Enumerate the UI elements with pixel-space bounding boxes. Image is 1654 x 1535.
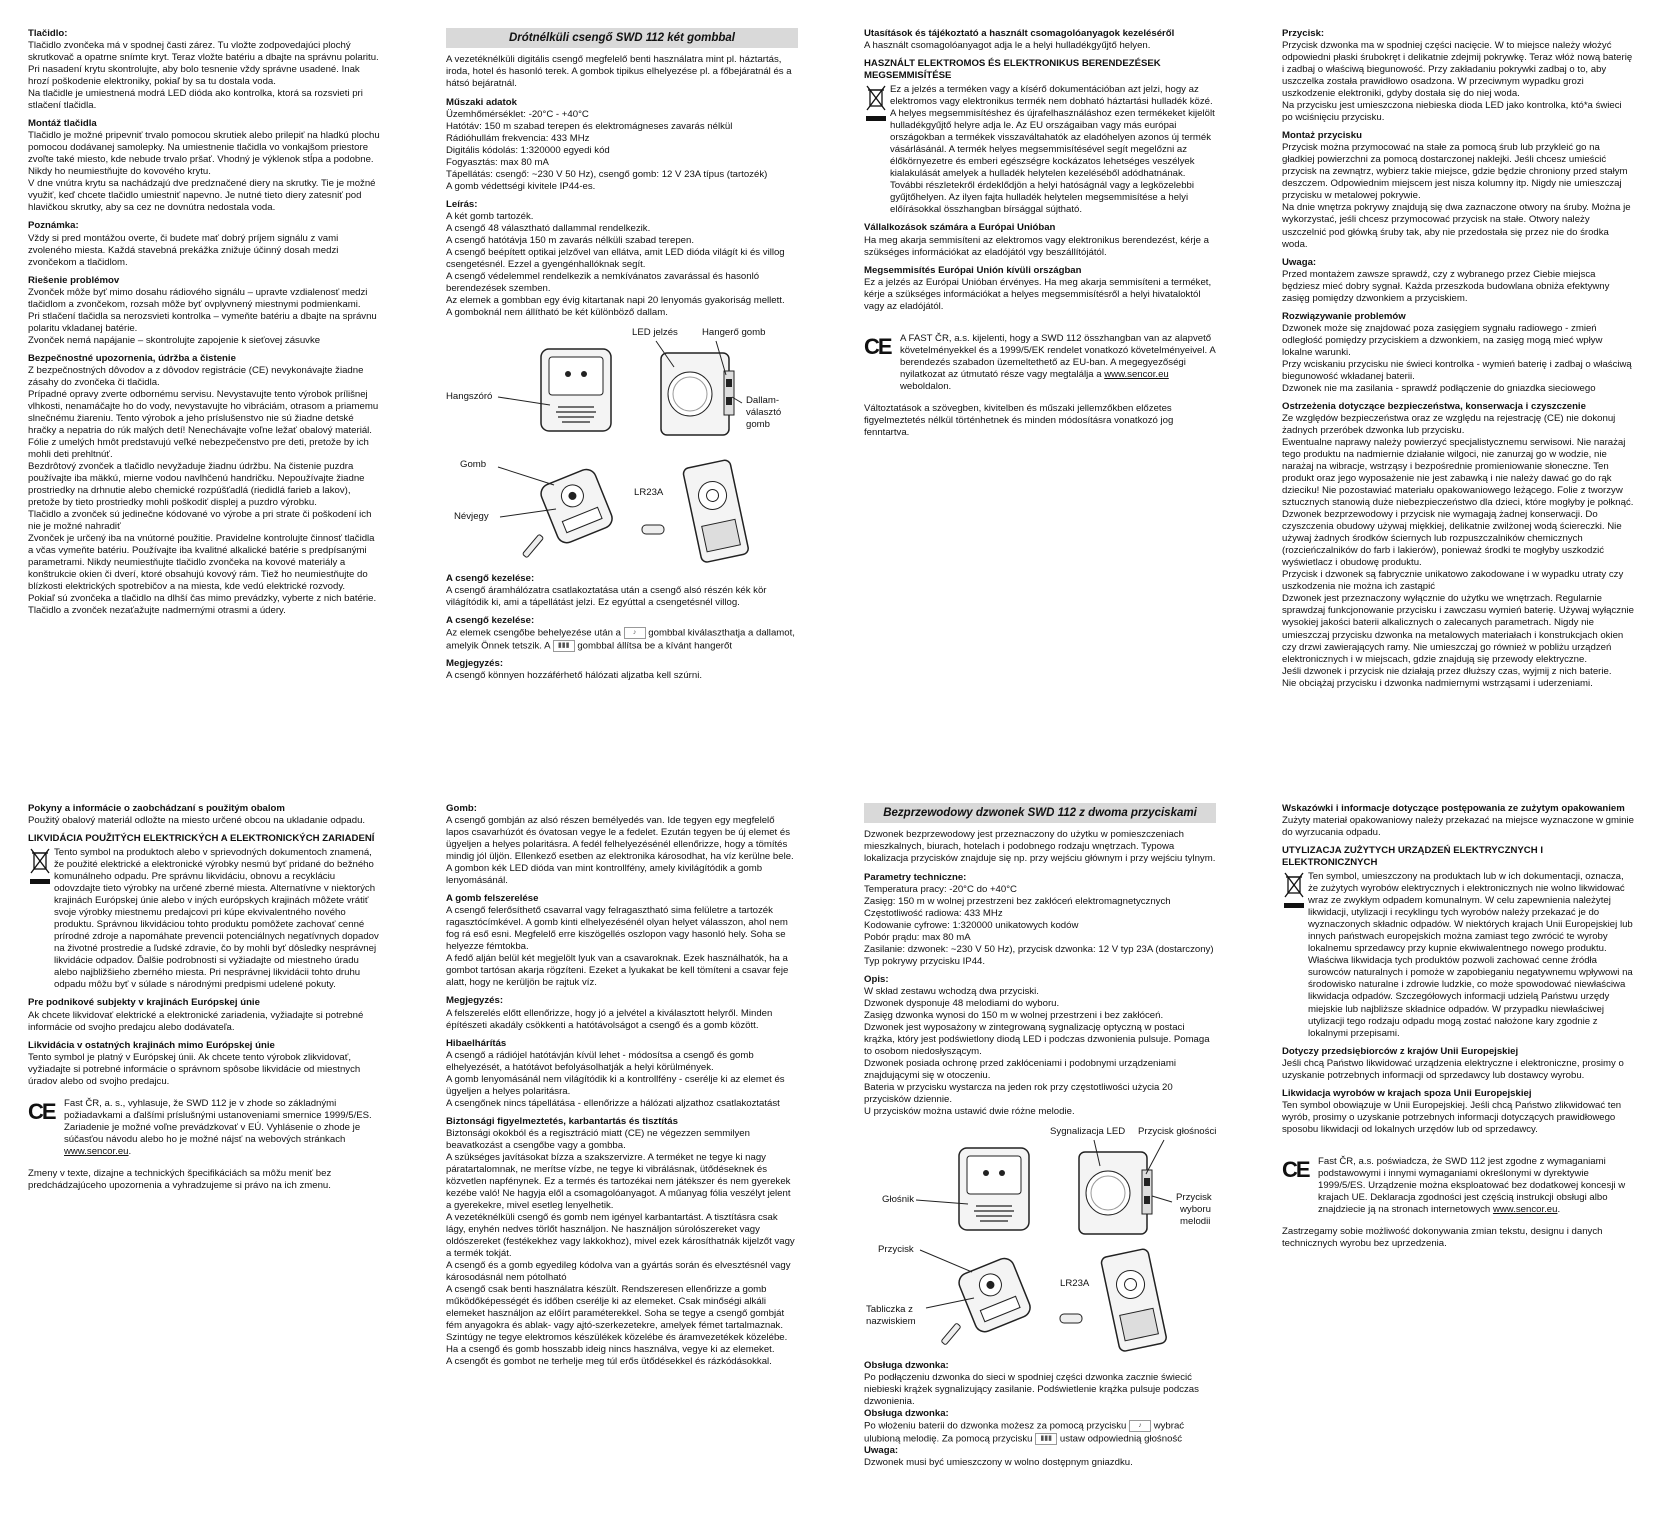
- text-fragment: .: [1557, 1203, 1561, 1215]
- ce-declaration: [1282, 1156, 1634, 1216]
- heading: Montáž tlačidla: [28, 118, 97, 130]
- heading: LIKVIDÁCIA POUŽITÝCH ELEKTRICKÝCH A ELEKTRONICKÝCH ZARIADENÍ: [28, 833, 375, 845]
- heading: UTYLIZACJA ZUŻYTYCH URZĄDZEŃ ELEKTRYCZNYCH I ELEKTRONICZNYCH: [1282, 845, 1543, 869]
- crossed-bin-icon: [866, 85, 886, 111]
- paragraph: Ten symbol obowiązuje w Unii Europejskiej. Jeśli chcą Państwo zlikwidować ten wyrób, prosimy o uzyskanie potrzebnych informacji dotyczących prawidłowego sposobu likwidacji od lokalnych urzędów lub od sprzedawcy.: [1282, 1099, 1622, 1135]
- paragraph: Biztonsági okokból és a regisztráció miatt (CE) ne végezzen semmilyen beavatkozást a csengőbe vagy a gombba.: [446, 1127, 750, 1151]
- heading: Műszaki adatok: [446, 96, 517, 108]
- weee-block: [1282, 871, 1634, 1039]
- heading: Megjegyzés:: [446, 658, 504, 670]
- heading: Biztonsági figyelmeztetés, karbantartás és tisztítás: [446, 1115, 678, 1127]
- paragraph: Na tlačidle je umiestnená modrá LED dióda ako kontrolka, ktorá sa rozsvieti pri stlačení tlačidla.: [28, 88, 363, 112]
- text-fragment: gombbal állítsa be a kívánt hangerőt: [577, 640, 732, 652]
- website-link[interactable]: www.sencor.eu: [1104, 368, 1169, 380]
- spec-list: [446, 109, 798, 193]
- paragraph: Dzwonek bezprzewodowy jest przeznaczony do użytku w pomieszczeniach mieszkalnych, biurach, hotelach i podobnego rodzaju wnętrzach. Typowa lokalizacja przycisków znajduje się np. przy wejściu głównym i przy wejściu tylnym.: [864, 829, 1216, 865]
- volume-button-icon: ▮▮▮: [553, 640, 575, 652]
- label-speaker: Głośnik: [882, 1194, 914, 1206]
- spec-item: Hatótáv: 150 m szabad terepen és elektromágneses zavarás nélkül: [446, 120, 733, 132]
- text-fragment: ustaw odpowiednią głośność: [1059, 1433, 1182, 1445]
- heading: Parametry techniczne:: [864, 871, 967, 883]
- paragraph: Ewentualne naprawy należy powierzyć specjalistycznemu serwisowi. Nie narażaj tego produktu na nadmiernie działanie wilgoci, nie zanurzaj go w wodzie, nie narażaj na wibracje, wstrząsy i bezpośrednie promieniowanie słoneczne. Ten produkt oraz jego wyposażenie nie jest zabawką i nie należy dawać go do rąk dzieciku! Nie pozostawiać materiału opakowaniowego leżącego. Folie z tworzyw sztucznych stanowią duże niebezpieczeństwo dla dzieci, które mogłyby je połknąć.: [1282, 437, 1634, 509]
- paragraph: Jeśli dzwonek i przycisk nie działają przez dłuższy czas, wyjmij z nich baterie.: [1282, 665, 1612, 677]
- paragraph: Tlačidlo a zvonček sú jedinečne kódované vo výrobe a pri strate či poškodení ich nie je možné nahradiť: [28, 509, 372, 533]
- ce-declaration: [28, 1098, 380, 1158]
- heading: Poznámka:: [28, 220, 79, 232]
- paragraph: Na dnie wnętrza pokrywy znajdują się dwa zaznaczone otwory na śruby. Można je wykorzystać, jeśli chcesz przymocować przycisk na stałe. Otwory należy uszczelnić pod główką śruby tak, aby nie przedostała się przez nie do środka woda.: [1282, 202, 1631, 250]
- paragraph: A csengő felerősíthető csavarral vagy felragasztható sima felületre a tartozék ragasztócímkével. A gomb kinti elhelyezésénél olyan helyet válasszon, ahol nem fog rá eső esni. Megfelelő erre kiszögellés oszlopon vagy hasonló hely. Soha se helyezze fémtokba.: [446, 905, 788, 953]
- spec-item: Pobór prądu: max 80 mA: [864, 931, 971, 943]
- paragraph: Dzwonek może się znajdować poza zasięgiem sygnału radiowego - zmień odległość pomiędzy przyciskiem a dzwonkiem, na zasięg mogą mieć wpływ lokalne warunki.: [1282, 322, 1603, 358]
- paragraph: A gomb lenyomásánál nem világítódik ki a kontrollfény - cserélje ki az elemet és ügyeljen a helyes polaritásra.: [446, 1073, 785, 1097]
- heading: Pre podnikové subjekty v krajinách Európskej únie: [28, 997, 260, 1009]
- paragraph: Ze względów bezpieczeństwa oraz ze względu na rejestrację (CE) nie dokonuj żadnych przeróbek dzwonka lub przycisku.: [1282, 412, 1616, 436]
- sk-disposal-panel: [28, 803, 380, 1192]
- ce-mark: CE: [1282, 1156, 1309, 1182]
- label-volume-button: Hangerő gomb: [702, 327, 766, 339]
- paragraph: Przycisk dzwonka ma w spodniej części nacięcie. W to miejsce należy włożyć odpowiedni płaski śrubokręt i delikatnie zdejmij pokrywkę. Teraz włóż nową baterię i zadbaj o właściwą biegunowość. Przy zakładaniu pokrywki zadbaj o to, aby uszczelka została prawidłowo osadzona. W przeciwnym wypadku grozi uszkodzenie elektroniki, gdyby dostała się do niej woda.: [1282, 40, 1633, 100]
- heading: Ostrzeżenia dotyczące bezpieczeństwa, konserwacja i czyszczenie: [1282, 400, 1586, 412]
- paragraph: [446, 627, 798, 652]
- spec-item: A gomb védettségi kivitele IP44-es.: [446, 180, 596, 192]
- paragraph: Ha meg akarja semmisíteni az elektromos vagy elektronikus berendezést, kérje a szükséges információkat az eladójától vgy beszállítójától.: [864, 234, 1209, 258]
- heading: Bezpečnostné upozornenia, údržba a čistenie: [28, 352, 236, 364]
- pl-panel-top: [1282, 28, 1634, 690]
- heading: Utasítások és tájékoztató a használt csomagolóanyagok kezeléséről: [864, 28, 1175, 39]
- spec-item: Rádióhullám frekvencia: 433 MHz: [446, 132, 590, 144]
- paragraph: Tento symbol je platný v Európskej únii. Ak chcete tento výrobok zlikvidovať, vyžiadajte si potrebné informácie o správnom spôsobe likvidácie od miestnych úradov alebo od svojho predajcu.: [28, 1051, 361, 1087]
- paragraph: A felszerelés előtt ellenőrizze, hogy jó a jelvétel a kiválasztott helyről. Minden építészeti akadály csökkenti a hatótávolságot a csengő és a gomb között.: [446, 1007, 773, 1031]
- label-battery: LR23A: [1060, 1278, 1090, 1290]
- desc-item: Dzwonek jest wyposażony w zintegrowaną sygnalizację optyczną w postaci krążka, który jest podświetlony diodą LED i podczas dzwonienia pulsuje. Pomaga to osobom niedosłyszącym.: [864, 1021, 1210, 1057]
- paragraph: Nie obciążaj przycisku i dzwonka nadmiernymi wstrząsami i uderzeniami.: [1282, 677, 1593, 689]
- text-fragment: A FAST ČR, a.s. kijelenti, hogy a SWD 112 összhangban van az alapvető követelményekkel és a 1999/5/EK rendelet vonatkozó követelményeivel. A berendezés szabadon üzemeltethető az EU-ban. A megegyezőségi nyilatkozat az útmutató része vagy megtalálja a: [900, 332, 1216, 380]
- label-nameplate-1: Tabliczka z: [866, 1304, 913, 1316]
- paragraph: Przycisk i dzwonek są fabrycznie unikatowo zakodowane i w wypadku utraty czy uszkodzenia nie można ich zastąpić: [1282, 569, 1624, 593]
- paragraph: Z bezpečnostných dôvodov a z dôvodov registrácie (CE) nevykonávajte žiadne zásahy do zvončeka či tlačidla.: [28, 364, 364, 388]
- label-button: Gomb: [460, 459, 487, 471]
- paragraph: Tlačidlo zvončeka má v spodnej časti zárez. Tu vložte zodpovedajúci plochý skrutkovač a opatrne snímte kryt. Teraz vložte batériu a dbajte na správnu polaritu. Pri nasadení krytu skontrolujte, aby bolo tesnenie vždy správne usadené. Inak hrozí poškodenie elektroniky, pokiaľ by sa tu dostala voda.: [28, 40, 379, 88]
- label-melody-2: választó: [746, 407, 782, 419]
- label-nameplate: Névjegy: [454, 511, 489, 523]
- label-melody-3: gomb: [746, 419, 770, 431]
- paragraph: A csengő áramhálózatra csatlakoztatása után a csengő alsó részén kék kör világítódik ki, ami a tápellátást jelzi. Ez egyúttal a csengetésnél villog.: [446, 585, 767, 609]
- desc-item: A csengő 48 választható dallammal rendelkezik.: [446, 222, 651, 234]
- heading: Uwaga:: [864, 1445, 899, 1457]
- hu-disposal-panel: [864, 28, 1216, 439]
- paragraph: Tento symbol na produktoch alebo v sprievodných dokumentoch znamená, že použité elektrické a elektronické výrobky nesmú byť pridané do bežného komunálneho odpadu. Pre správnu likvidáciu, obnovu a recykláciu odovzdajte tieto výrobky na určené zberné miesta. Alternatívne v niektorých krajinách Európskej únie alebo v iných európskych krajinách môžete vrátiť svoje výrobky miestnemu predajcovi pri kúpe ekvivalentného nového produktu. Správnou likvidáciou tohto produktu pomôžete zachovať cenné prírodné zdroje a napomáhate prevencii potenciálnych negatívnych dopadov na životné prostredie a ľudské zdravie, čo by mohli byť dôsledky nesprávnej likvidácie odpadov. Ďalšie podrobnosti si vyžiadajte od miestneho úradu alebo najbližšieho zberného miesta. Pri nesprávnej likvidácii tohto druhu odpadu môžu byť v súlade s národnými predpismi udelené pokuty.: [54, 847, 379, 991]
- label-melody-1: Dallam-: [746, 395, 780, 407]
- label-melody-1: Przycisk: [1176, 1192, 1212, 1204]
- section-title: Drótnélküli csengő SWD 112 két gombbal: [446, 28, 798, 48]
- heading: Gomb:: [446, 803, 477, 814]
- paragraph: Zmeny v texte, dizajne a technických špecifikáciách sa môžu meniť bez predchádzajúceho upozornenia a vyhradzujeme si právo na ich zmenu.: [28, 1167, 332, 1191]
- heading: Opis:: [864, 973, 889, 985]
- heading: Hibaelhárítás: [446, 1037, 507, 1049]
- paragraph: Pri stlačení tlačidla sa nerozsvieti kontrolka – vymeňte batériu a dbajte na správnu polaritu vkladanej batérie.: [28, 310, 377, 334]
- ce-mark: CE: [28, 1098, 55, 1124]
- website-link[interactable]: www.sencor.eu: [64, 1145, 129, 1157]
- paragraph: Použitý obalový materiál odložte na miesto určené obcou na ukladanie odpadu.: [28, 815, 366, 827]
- desc-item: U przycisków można ustawić dwie różne melodie.: [864, 1106, 1075, 1118]
- description-list: [446, 211, 798, 319]
- text-fragment: Po włożeniu baterii do dzwonka możesz za pomocą przycisku: [864, 1420, 1127, 1432]
- product-illustration: [446, 327, 798, 565]
- text-fragment: wybrać ulubioną melodię. Za pomocą przycisku: [864, 1420, 1185, 1445]
- paragraph: Przed montażem zawsze sprawdź, czy z wybranego przez Ciebie miejsca będziesz mieć dobry sygnał. Każda przeszkoda budowlana obniża efektywny zasięg pomiędzy dzwonkiem a przyciskiem.: [1282, 268, 1610, 304]
- label-nameplate-2: nazwiskiem: [866, 1316, 916, 1328]
- heading: Leírás:: [446, 198, 478, 210]
- paragraph: Ten symbol, umieszczony na produktach lub w ich dokumentacji, oznacza, że zużytych wyrobów elektrycznych i elektronicznych nie wolno likwidować wraz ze zwykłym odpadem komunalnym. W celu zapewnienia należytej likwidacji, utylizacji i recyklingu tych wyrobów należy przekazać je do wyznaczonych składnic odpadów. W niektórych krajach Unii Europejskiej lub innych państwach europejskich można zamiast tego zwrócić te wyroby lokalnemu sprzedawcy przy kupnie ekwiwalentnego nowego produktu. Właściwa likwidacja tych produktów pozwoli zachować cenne źródła surowców naturalnych i pomoże w zapobieganiu negatywnemu wpływowi na środowisko naturalne i zdrowie ludzkie, co może spowodować niewłaściwa likwidacja odpadów. Szczegółowych informacji udzielą Państwu urzędy miejskie lub najbliższe składnice odpadów. W przypadku niewłaściwej utylizacji tego rodzaju odpadu mogą zostać nałożone kary zgodnie z lokalnymi przepisami.: [1308, 871, 1633, 1039]
- heading: Wskazówki i informacje dotyczące postępowania ze zużytym opakowaniem: [1282, 803, 1625, 814]
- paragraph: V dne vnútra krytu sa nachádzajú dve predznačené diery na skrutky. Tie je možné využiť, keď chcete tlačidlo umiestniť napevno. Je nutné tieto diery zatesniť pod hlavičkou skrutky, aby sa cez ne dovnútra nedostala voda.: [28, 178, 376, 214]
- section-title: Bezprzewodowy dzwonek SWD 112 z dwoma przyciskami: [864, 803, 1216, 823]
- product-illustration: [864, 1126, 1216, 1352]
- paragraph: Dzwonek jest przeznaczony wyłącznie do użytku we wnętrzach. Regularnie sprawdzaj funkcjonowanie przycisku i zawczasu wymień baterię. Używaj wyłącznie wysokiej jakości baterii alkalicznych o zalecanych parametrach. Nigdy nie umieszczaj przycisku dzwonka na metalowych materiałach i konstrukcjach okien czy drzwi zawierających ramy. Nie umieszczaj go również w pobliżu urządzeń elektronicznych i w miejscach, gdzie znajdują się przewody elektryczne.: [1282, 593, 1634, 665]
- heading: Riešenie problémov: [28, 274, 120, 286]
- paragraph: Dzwonek nie ma zasilania - sprawdź podłączenie do gniazdka sieciowego: [1282, 382, 1596, 394]
- paragraph: Prípadné opravy zverte odbornému servisu. Nevystavujte tento výrobok prílišnej vlhkosti, nenamáčajte ho do vody, nevystavujte ho vibráciám, otrasom a priamemu slnečnému žiareniu. Tento výrobok a jeho príslušenstvo nie sú žiadne detské hračky a nepatria do rúk malých detí! Nenechávajte voľne ležať obalový materiál. Fólie z umelých hmôt predstavujú veľké nebezpečenstvo pre deti, pretože by ich mohli deti prehltnúť.: [28, 388, 379, 461]
- heading: Montaż przycisku: [1282, 130, 1362, 142]
- heading: Pokyny a informácie o zaobchádzaní s použitým obalom: [28, 803, 285, 814]
- label-battery: LR23A: [634, 487, 664, 499]
- paragraph: Dzwonek musi być umieszczony w wolno dostępnym gniazdku.: [864, 1457, 1133, 1469]
- paragraph: A gombon kék LED dióda van mint kontrollfény, amely kivilágítódik a gomb lenyomásánál.: [446, 863, 763, 887]
- paragraph: Zastrzegamy sobie możliwość dokonywania zmian tekstu, designu i danych technicznych wyrobu bez uprzedzenia.: [1282, 1225, 1603, 1249]
- paragraph: Zvonček môže byť mimo dosahu rádiového signálu – upravte vzdialenosť medzi tlačidlom a zvončekom, rozsah môže byť ovplyvnený miestnymi podmienkami.: [28, 286, 368, 310]
- spec-item: Kodowanie cyfrowe: 1:320000 unikatowych kodów: [864, 919, 1079, 931]
- paragraph: Ha a csengő és gomb hosszabb ideig nincs használva, vegye ki az elemeket.: [446, 1344, 775, 1356]
- heading: Vállalkozások számára a Európai Unióban: [864, 222, 1056, 234]
- desc-item: Dzwonek posiada ochronę przed zakłóceniami i podobnymi urządzeniami znajdującymi się w otoczeniu.: [864, 1057, 1176, 1082]
- volume-button-icon: ▮▮▮: [1035, 1433, 1057, 1445]
- spec-item: Fogyasztás: max 80 mA: [446, 156, 549, 168]
- paragraph: A fedő alján belül két megjelölt lyuk van a csavaroknak. Ezek használhatók, ha a gombot tartósan akarja rögzíteni. Ezeket a lyukakat be kell tömíteni a csavar feje alatt, hogy ne kerüljön be rajtuk víz.: [446, 953, 789, 989]
- heading: Tlačidlo:: [28, 28, 68, 39]
- heading: Przycisk:: [1282, 28, 1325, 39]
- spec-item: Üzemhőmérséklet: -20°C - +40°C: [446, 108, 589, 120]
- note-button-icon: ♪: [624, 627, 646, 639]
- crossed-bin-icon: [30, 848, 50, 874]
- desc-item: A gomboknál nem állítható be két különböző dallam.: [446, 307, 668, 319]
- spec-item: Digitális kódolás: 1:320000 egyedi kód: [446, 144, 610, 156]
- paragraph: Vždy si pred montážou overte, či budete mať dobrý príjem signálu z vami zvoleného miesta. Každá stavebná prekážka znižuje účinný dosah medzi zvončekom a tlačidlom.: [28, 232, 339, 268]
- text-fragment: .: [128, 1145, 132, 1157]
- heading: Likwidacja wyrobów w krajach spoza Unii Europejskiej: [1282, 1087, 1532, 1099]
- text-fragment: weboldalon.: [900, 380, 952, 392]
- text-fragment: Az elemek csengőbe behelyezése után a: [446, 627, 621, 639]
- label-melody-3: melodii: [1180, 1216, 1211, 1228]
- spec-item: Tápellátás: csengő: ~230 V 50 Hz), csengő gomb: 12 V 23A típus (tartozék): [446, 168, 768, 180]
- paragraph: Zvonček nemá napájanie – skontrolujte zapojenie k sieťovej zásuvke: [28, 334, 321, 346]
- heading: HASZNÁLT ELEKTROMOS ÉS ELEKTRONIKUS BERENDEZÉSEK MEGSEMMISÍTÉSE: [864, 58, 1161, 82]
- paragraph: A csengő könnyen hozzáférhető hálózati aljzatba kell szúrni.: [446, 670, 702, 682]
- heading: Rozwiązywanie problemów: [1282, 310, 1406, 322]
- label-speaker: Hangszóró: [446, 391, 493, 403]
- sk-panel-top: [28, 28, 380, 617]
- paragraph: Tlačidlo je možné pripevniť trvalo pomocou skrutiek alebo prilepiť na hladkú plochu pomocou dodávanej samolepky. Na umiestnenie tlačidla vo vonkajšom priestore zvoľte také miesto, kde nebude trvalo pršať. Vhodný je výklenok stĺpa a podobne. Nikdy ho neumiestňujte do kovového krytu.: [28, 130, 380, 178]
- spec-item: Częstotliwość radiowa: 433 MHz: [864, 907, 1003, 919]
- heading: Obsługa dzwonka:: [864, 1408, 949, 1420]
- paragraph: Ez a jelzés a terméken vagy a kísérő dokumentációban azt jelzi, hogy az elektromos vagy elektronikus termék nem dobható háztartási hulladék közé. A helyes megsemmisítéshez és újrafelhasználáshoz ezen termékeket kijelölt hulladékgyűjtő helyre adja le. Az EU országaiban vagy más európai országokban a termékek visszaváltahatók az eladóhelyen azonos új termék vásárlásánál. A termék helyes megsemmisítésével segít megelőzni az élőkörnyezetre és emberi egészségre kockázatos lehetséges veszélyek kialakulását amelyek a hulladék helytelen kezeléséből adódhatnának. További részletekről érdeklődjön a helyi hatóságnál vagy a legközelebbi gyűjtőhelyen. Az ilyen fajta hulladék helytelen megsemmisítése a helyi előírásokkal összhangban bírsággal sújtható.: [890, 84, 1215, 216]
- paragraph: A vezetéknélküli digitális csengő megfelelő benti használatra mint pl. háztartás, iroda, hotel és hasonló terek. A gombok tipikus elhelyezése pl. a főbejáratnál és a hátsó bejáratnál.: [446, 54, 792, 90]
- paragraph: Ez a jelzés az Európai Unióban érvényes. Ha meg akarja semmisíteni a terméket, kérje a szükséges információkat a helyes megsemmisítésről a helyi hivataloktól vagy az eladójától.: [864, 276, 1212, 312]
- paragraph: A csengőt és gombot ne terhelje meg túl erős ütődésekkel és rázkódásokkal.: [446, 1356, 772, 1368]
- paragraph: Bezdrôtový zvonček a tlačidlo nevyžaduje žiadnu údržbu. Na čistenie puzdra používajte iba mäkkú, mierne vodou navlhčenú handričku. Nepoužívajte žiadne prostriedky na drhnutie alebo chemické rozpúšťadlá (riedidlá farieb a lakov), pretože by tieto prostriedky mohli poškodiť displej a puzdro výrobku.: [28, 461, 365, 509]
- paragraph: Przycisk można przymocować na stałe za pomocą śrub lub przykleić go na gładkiej powierzchni za pomocą dostarczonej naklejki. Jeśli chcesz umieścić przycisk na zewnątrz, wybierz takie miejsce, gdzie będzie chroniony przed stałym deszczem. Odpowiednim miejscem jest nisza kolumny itp. Nigdy nie umieszczaj przycisku w metalowej pokrywie.: [1282, 142, 1628, 202]
- paragraph: Zvonček je určený iba na vnútorné použitie. Pravidelne kontrolujte činnosť tlačidla a včas vymeňte batériu. Používajte iba kvalitné alkalické batérie s predpísanými parametrami. Nikdy neumiestňujte tlačidlo zvončeka na kovové materiály a konštrukcie okien či dverí, ktoré obsahujú kovový rám. Tiež ho neumiestňujte do blízkosti elektrických spotrebičov a na miesta, kde vedú elektrické rozvody.: [28, 533, 375, 593]
- heading: Megsemmisítés Európai Unión kívüli országban: [864, 264, 1082, 276]
- paragraph: Ak chcete likvidovať elektrické a elektronické zariadenia, vyžiadajte si potrebné informácie od svojho predajcu alebo dodávateľa.: [28, 1009, 364, 1033]
- paragraph: Po podłączeniu dzwonka do sieci w spodniej części dzwonka zacznie świecić niebieski krążek sygnalizujący zasilanie. Podświetlenie krążka pulsuje podczas dzwonienia.: [864, 1372, 1199, 1408]
- heading: A csengő kezelése:: [446, 573, 535, 585]
- paragraph: A csengő csak benti használatra készült. Rendszeresen ellenőrizze a gomb működőképességét és időben cserélje ki az elemeket. Csak minőségi alkáli elemeket használjon az előírt paraméterekkel. Soha se tegye a csengő gombját fém anyagokra és ablak- vagy ajtó-szerkezetekre, amelyek fémet tartalmaznak. Szintúgy ne tegye elektromos készülékek közelébe és áramvezetékek közelébe.: [446, 1284, 788, 1344]
- desc-item: A csengő beépített optikai jelzővel van ellátva, amit LED dióda világít ki és villog csengetésnél. Ezzel a gyengénhallóknak segít.: [446, 246, 785, 270]
- paragraph: A vezetéknélküli csengő és gomb nem igényel karbantartást. A tisztításra csak lágy, enyhén nedves törlőt használjon. Ne használjon súrolószereket vagy oldószereket (festékekhez vagy lakkokhoz), mivel ezek károsíthatnák kijelzőt vagy a termék tokját.: [446, 1212, 795, 1260]
- paragraph: Változtatások a szövegben, kivitelben és műszaki jellemzőkben előzetes figyelmeztetés nélkül történhetnek és minden módosításra vonatkozó jog fenntartva.: [864, 402, 1174, 438]
- paragraph: [1318, 1156, 1634, 1216]
- paragraph: [64, 1098, 380, 1158]
- heading: A csengő kezelése:: [446, 615, 535, 627]
- paragraph: A használt csomagolóanyagot adja le a helyi hulladékgyűjtő helyen.: [864, 40, 1151, 52]
- paragraph: [864, 1420, 1216, 1445]
- desc-item: A csengő védelemmel rendelkezik a nemkívánatos zavarással és hasonló berendezések szemben.: [446, 270, 760, 294]
- description-list: [864, 986, 1216, 1118]
- paragraph: A csengő gombján az alsó részen bemélyedés van. Ide tegyen egy megfelelő lapos csavarhúzót és óvatosan vegye le a fedelet. Ezután tegyen be új elemet és ügyeljen a helyes polaritásra. A fedél felhelyezésénél ellenőrizze, hogy a tömítés mindig jól üljön. Ellenkező esetben az elektronika károsodhat, ha víz kerülne bele.: [446, 815, 794, 863]
- weee-bar: [866, 116, 886, 121]
- spec-item: Temperatura pracy: -20°C do +40°C: [864, 883, 1017, 895]
- paragraph: A csengő és a gomb egyedileg kódolva van a gyártás során és elvesztésnél vagy károsodásnál nem pótolható: [446, 1260, 791, 1284]
- heading: Megjegyzés:: [446, 995, 504, 1007]
- paragraph: Jeśli chcą Państwo likwidować urządzenia elektryczne i elektroniczne, prosimy o uzyskanie potrzebnych informacji od sprzedawcy lub dostawcy wyrobu.: [1282, 1057, 1624, 1081]
- label-volume-button: Przycisk głośności: [1138, 1126, 1216, 1138]
- pl-product-panel: [864, 803, 1216, 1469]
- paragraph: Dzwonek bezprzewodowy i przycisk nie wymagają żadnej konserwacji. Do czyszczenia obudowy używaj miękkiej, delikatnie zwilżonej wodą ściereczki. Nie używaj żadnych środków ściernych lub rozpuszczalników chemicznych (rozcieńczalników do farb i lakierów), ponieważ środki te mogłyby uszkodzić wyświetlacz i obudowę produktu.: [1282, 509, 1622, 569]
- weee-block: [864, 84, 1216, 216]
- website-link[interactable]: www.sencor.eu: [1492, 1203, 1558, 1215]
- paragraph: Na przycisku jest umieszczona niebieska dioda LED jako kontrolka, któ*a świeci po wciśnięciu przycisku.: [1282, 100, 1622, 124]
- spec-item: Zasięg: 150 m w wolnej przestrzeni bez zakłóceń elektromagnetycznych: [864, 895, 1171, 907]
- desc-item: Bateria w przycisku wystarcza na jeden rok przy częstotliwości użycia 20 przycisków dziennie.: [864, 1082, 1173, 1106]
- text-fragment: gombbal kiválaszthatja a dallamot, amelyik Önnek tetszik. A: [446, 627, 795, 652]
- hu-panel-top: [446, 28, 798, 682]
- paragraph: A szükséges javításokat bízza a szakszervizre. A terméket ne tegye ki nagy páratartalomnak, ne merítse vízbe, ne tegye ki vibrálásnak, ütődéseknek és közvetlen napfénynek. Ez a termés és tartozékai nem játékszer és nem gyerekek kezébe való! Ne hagyja elől a csomagolóanyagot. A műanyag fólia veszélyt jelent a gyerekekre, mivel esetleg lenyelhetik.: [446, 1151, 791, 1211]
- pl-disposal-panel: [1282, 803, 1634, 1250]
- paragraph: A csengő a rádiójel hatótávján kívül lehet - módosítsa a csengő és gomb elhelyezését, a hatótávot befolyásolhatják a helyi körülmények.: [446, 1049, 754, 1073]
- desc-item: A két gomb tartozék.: [446, 210, 534, 222]
- weee-block: [28, 847, 380, 991]
- text-fragment: Fast ČR, a. s., vyhlasuje, že SWD 112 je v zhode so základnými požiadavkami a ďalšími príslušnými ustanoveniami smernice 1999/5/ES. Zariadenie je možné voľne prevádzkovať v EÚ. Vyhlásenie o zhode je súčasťou návodu alebo ho je možné nájsť na webových stránkach: [64, 1097, 372, 1145]
- spec-item: Typ pokrywy przycisku IP44.: [864, 955, 986, 967]
- paragraph: Tlačidlo a zvonček nezaťažujte nadmernými otrasmi a údery.: [28, 605, 286, 617]
- weee-bar: [1284, 903, 1304, 908]
- note-button-icon: ♪: [1129, 1420, 1151, 1432]
- ce-mark: CE: [864, 333, 891, 359]
- spec-item: Zasilanie: dzwonek: ~230 V 50 Hz), przycisk dzwonka: 12 V typ 23A (dostarczony): [864, 943, 1214, 955]
- heading: A gomb felszerelése: [446, 893, 539, 905]
- crossed-bin-icon: [1284, 872, 1304, 898]
- paragraph: Pokiaľ sú zvončeka a tlačidlo na dlhší čas mimo prevádzky, vyberte z nich batérie.: [28, 593, 377, 605]
- desc-item: W skład zestawu wchodzą dwa przyciski.: [864, 985, 1039, 997]
- desc-item: Az elemek a gombban egy évig kitartanak napi 20 lenyomás gyakoriság mellett.: [446, 295, 785, 307]
- paragraph: A csengőnek nincs tápellátása - ellenőrizze a hálózati aljzathoz csatlakoztatást: [446, 1097, 780, 1109]
- text-fragment: Fast ČR, a.s. poświadcza, że SWD 112 jest zgodne z wymaganiami podstawowymi i innymi wymaganiami określonymi w dyrektywie 1999/5/ES. Urządzenie można eksploatować bez dodatkowej koncesji w krajach UE. Deklaracja zgodności jest częścią instrukcji obsługi albo znajdziecie ją na stronach internetowych: [1318, 1155, 1626, 1215]
- paragraph: [900, 333, 1216, 393]
- desc-item: Zasięg dzwonka wynosi do 150 m w wolnej przestrzeni i bez zakłóceń.: [864, 1009, 1164, 1021]
- heading: Dotyczy przedsiębiorców z krajów Unii Europejskiej: [1282, 1045, 1519, 1057]
- heading: Obsługa dzwonka:: [864, 1360, 949, 1372]
- label-melody-2: wyboru: [1180, 1204, 1211, 1216]
- product-figure: [864, 1126, 1216, 1352]
- product-figure: [446, 327, 798, 565]
- desc-item: Dzwonek dysponuje 48 melodiami do wyboru.: [864, 997, 1060, 1009]
- heading: Uwaga:: [1282, 256, 1317, 268]
- heading: Likvidácia v ostatných krajinách mimo Európskej únie: [28, 1039, 275, 1051]
- label-led: LED jelzés: [632, 327, 678, 339]
- label-led: Sygnalizacja LED: [1050, 1126, 1126, 1138]
- weee-bar: [30, 879, 50, 884]
- desc-item: A csengő hatótávja 150 m zavarás nélküli szabad terepen.: [446, 234, 694, 246]
- ce-declaration: [864, 333, 1216, 393]
- spec-list: [864, 884, 1216, 968]
- label-button: Przycisk: [878, 1244, 914, 1256]
- paragraph: Zużyty materiał opakowaniowy należy przekazać na miejsce wyznaczone w gminie do wyrzucania odpadu.: [1282, 815, 1634, 839]
- hu-panel-bottom: [446, 803, 798, 1368]
- paragraph: Przy wciskaniu przycisku nie świeci kontrolka - wymień baterię i zadbaj o właściwą biegunowość wkładanej baterii.: [1282, 358, 1632, 382]
